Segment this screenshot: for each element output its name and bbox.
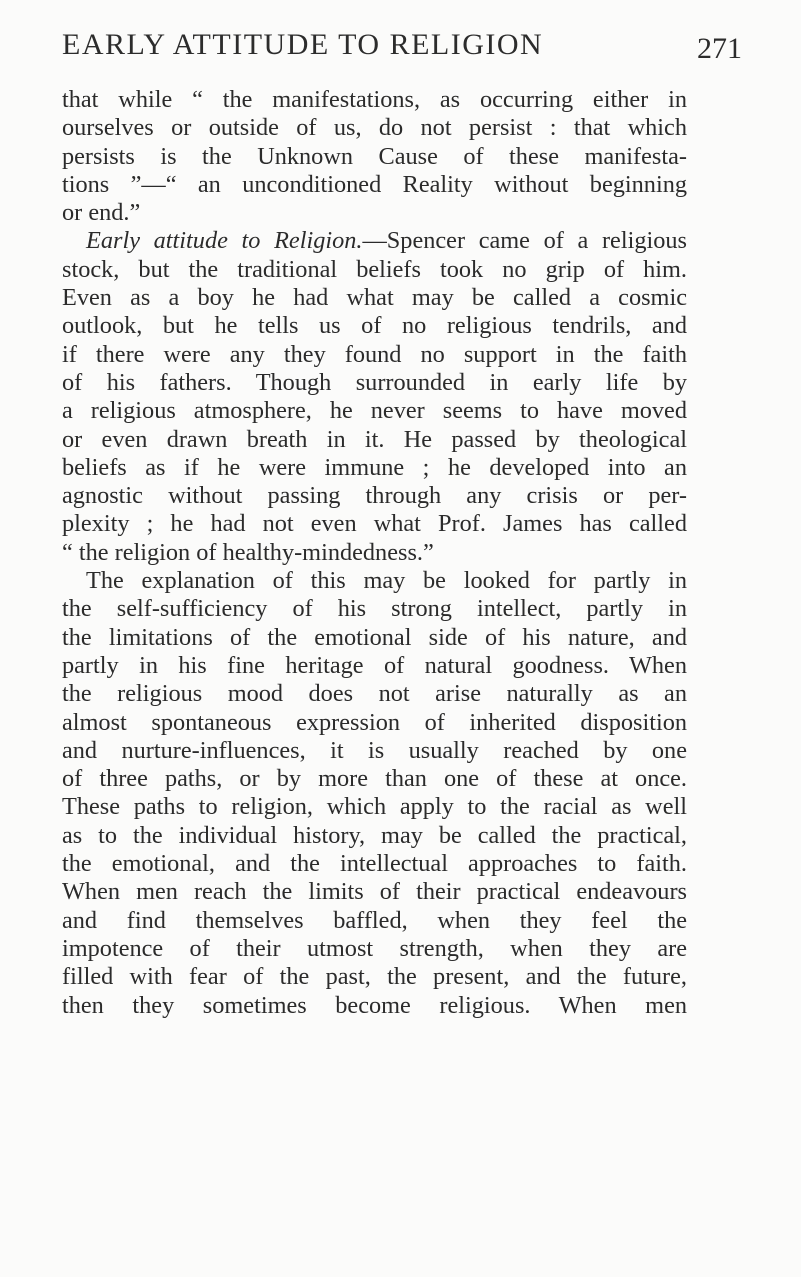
text-line: that while “ the manifestations, as occurring either in <box>62 86 687 113</box>
text-line: the limitations of the emotional side of his nature, and <box>62 623 687 651</box>
paragraph-2 <box>62 227 687 567</box>
text-line: persists is the Unknown Cause of these manifesta- <box>62 142 687 170</box>
text-line: outlook, but he tells us of no religious tendrils, and <box>62 312 687 340</box>
text-line: When men reach the limits of their practical endeavours <box>62 878 687 906</box>
text-line: agnostic without passing through any crisis or per- <box>62 482 687 510</box>
text-line <box>62 227 687 255</box>
text-line: ourselves or outside of us, do not persist : that which <box>62 114 687 142</box>
paragraph-3 <box>62 567 687 1020</box>
paragraph-heading: Early attitude to Religion. <box>86 227 363 255</box>
text-line: and nurture-influences, it is usually reached by one <box>62 736 687 764</box>
text-line: the emotional, and the intellectual approaches to faith. <box>62 850 687 878</box>
text-line: impotence of their utmost strength, when they are <box>62 934 687 962</box>
running-head <box>62 28 742 72</box>
page-number: 271 <box>697 32 742 65</box>
running-title: EARLY ATTITUDE TO RELIGION <box>62 28 544 61</box>
text-line: “ the religion of healthy-mindedness.” <box>62 538 434 566</box>
text-line: stock, but the traditional beliefs took no grip of him. <box>62 255 687 283</box>
text-line: and find themselves baffled, when they feel the <box>62 906 687 934</box>
text-line: if there were any they found no support in the faith <box>62 340 687 368</box>
text-line: plexity ; he had not even what Prof. James has called <box>62 510 687 538</box>
text-line: partly in his fine heritage of natural goodness. When <box>62 651 687 679</box>
text-line: filled with fear of the past, the present, and the future, <box>62 963 687 991</box>
text-line: or end.” <box>62 199 141 227</box>
text-line: Even as a boy he had what may be called a cosmic <box>62 284 687 312</box>
text-line: of his fathers. Though surrounded in early life by <box>62 368 687 396</box>
text-line: tions ”—“ an unconditioned Reality without beginning <box>62 170 687 198</box>
body-text <box>62 86 687 1020</box>
text-line: or even drawn breath in it. He passed by theological <box>62 425 687 453</box>
text-line: the self-sufficiency of his strong intellect, partly in <box>62 595 687 623</box>
text-line: as to the individual history, may be called the practical, <box>62 821 687 849</box>
paragraph-heading-rest: —Spencer came of a religious <box>362 227 687 255</box>
text-line: the religious mood does not arise naturally as an <box>62 680 687 708</box>
text-line: a religious atmosphere, he never seems to have moved <box>62 397 687 425</box>
text-line: then they sometimes become religious. When men <box>62 991 687 1019</box>
text-line: These paths to religion, which apply to the racial as well <box>62 793 687 821</box>
text-line: of three paths, or by more than one of these at once. <box>62 765 687 793</box>
text-line: almost spontaneous expression of inherited disposition <box>62 708 687 736</box>
paragraph-1 <box>62 86 687 227</box>
text-line: The explanation of this may be looked for partly in <box>86 567 687 595</box>
text-line: beliefs as if he were immune ; he developed into an <box>62 453 687 481</box>
